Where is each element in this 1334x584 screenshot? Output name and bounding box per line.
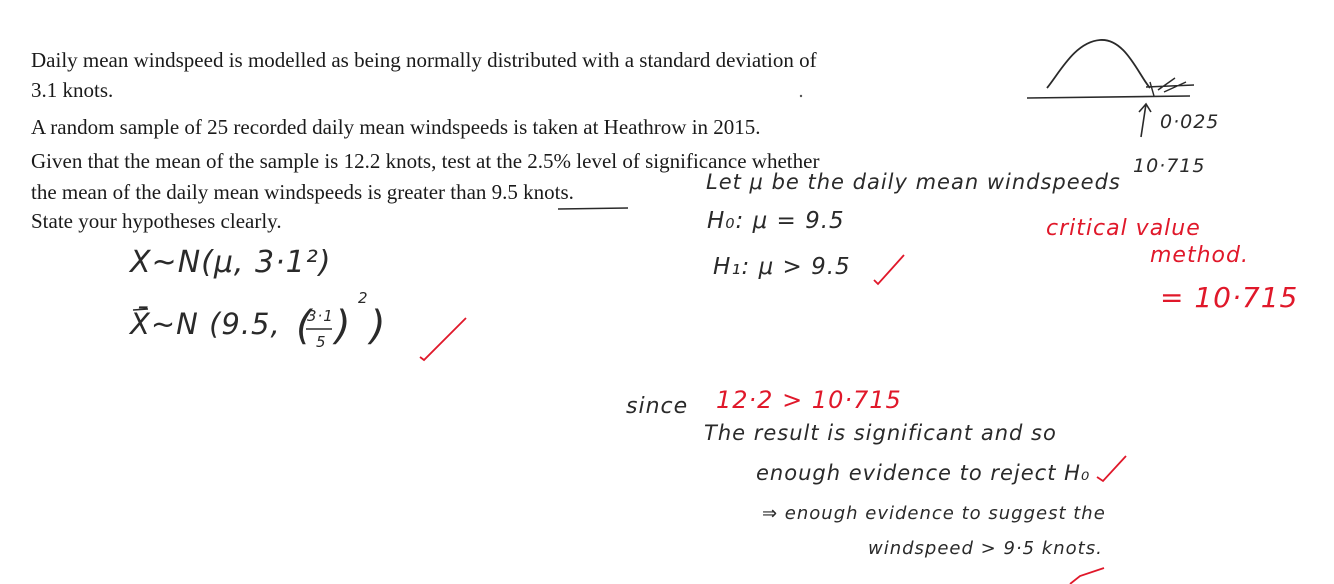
question-line-3: A random sample of 25 recorded daily mean windspeeds is taken at Heathrow in 2015. — [31, 115, 761, 139]
xbar-outer-close-paren: ) — [370, 303, 387, 349]
tail-shading — [1146, 78, 1194, 96]
distribution-x: X~N(μ, 3·1²) — [130, 245, 332, 280]
question-line-4: Given that the mean of the sample is 12.2 knots, test at the 2.5% level of significance whether — [31, 149, 820, 173]
xbar-close-paren: ) — [335, 303, 352, 349]
curve-baseline — [1027, 96, 1190, 98]
question-line-6: State your hypotheses clearly. — [31, 209, 282, 233]
question-line-1: Daily mean windspeed is modelled as being normally distributed with a standard deviation of — [31, 48, 817, 72]
stray-dot — [800, 95, 802, 97]
tick-final — [1070, 568, 1104, 584]
conclusion-line-4: windspeed > 9·5 knots. — [868, 538, 1103, 559]
alternative-hypothesis: H₁: μ > 9.5 — [713, 254, 851, 280]
tail-arrow — [1139, 104, 1151, 137]
conclusion-line-2: enough evidence to reject H₀ — [756, 461, 1091, 485]
method-label-line-1: critical value — [1046, 216, 1201, 241]
tail-probability: 0·025 — [1160, 111, 1220, 133]
normal-curve-sketch — [1047, 40, 1150, 88]
question-line-2: 3.1 knots. — [31, 78, 114, 102]
xbar-fraction-denominator: 5 — [316, 333, 327, 351]
since-word: since — [626, 394, 689, 419]
question-line-5: the mean of the daily mean windspeeds is greater than 9.5 knots. — [31, 180, 574, 204]
conclusion-line-1: The result is significant and so — [704, 421, 1057, 445]
tick-reject — [1097, 456, 1126, 481]
tick-hypotheses — [874, 255, 904, 284]
method-label-line-2: method. — [1150, 243, 1249, 268]
critical-value-red: = 10·715 — [1160, 281, 1299, 314]
distribution-xbar: X̄~N (9.5, — [130, 307, 281, 341]
conclusion-line-3: ⇒ enough evidence to suggest the — [762, 503, 1106, 524]
xbar-open-paren: ( — [296, 303, 313, 349]
tick-distribution — [420, 318, 466, 360]
since-inequality: 12·2 > 10·715 — [716, 386, 902, 414]
xbar-power: 2 — [358, 289, 369, 307]
null-hypothesis: H₀: μ = 9.5 — [707, 208, 845, 234]
underline-9-5-knots — [558, 208, 628, 209]
let-mu-definition: Let μ be the daily mean windspeeds — [706, 170, 1121, 194]
critical-value-black: 10·715 — [1133, 155, 1206, 177]
xbar-fraction-numerator: 3·1 — [307, 307, 334, 325]
